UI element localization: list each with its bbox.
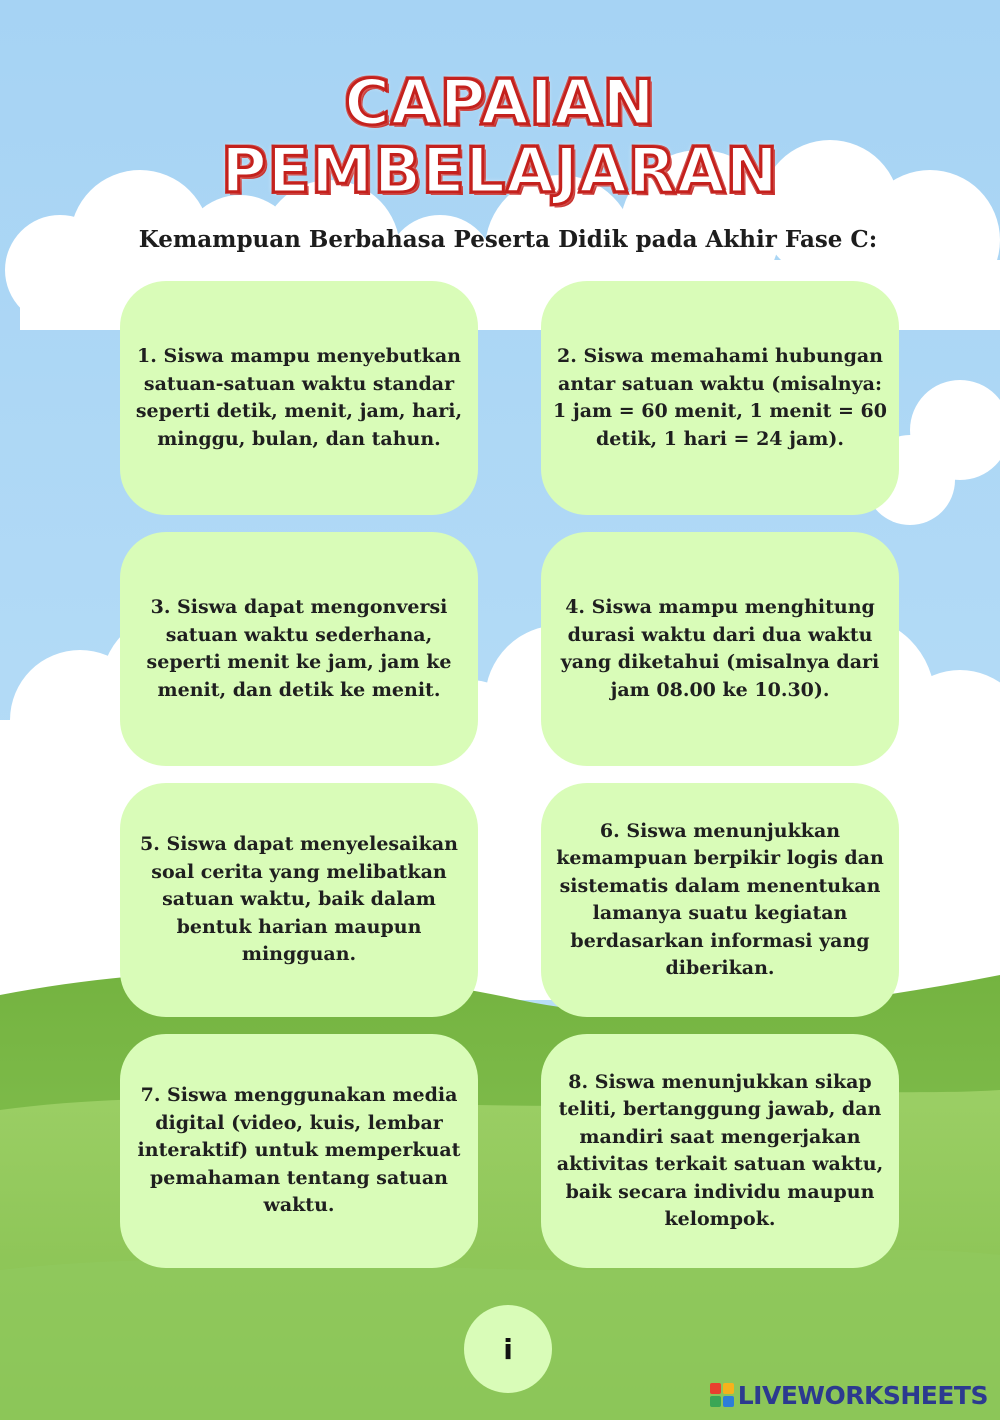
card-2: 2. Siswa memahami hubungan antar satuan waktu (misalnya: 1 jam = 60 menit, 1 menit = 60 detik, 1 hari = 24 jam). [541, 281, 899, 515]
brand-text: LIVEWORKSHEETS [737, 1380, 988, 1410]
card-5: 5. Siswa dapat menyelesaikan soal cerita yang melibatkan satuan waktu, baik dalam bentuk harian maupun mingguan. [120, 783, 478, 1017]
card-3: 3. Siswa dapat mengonversi satuan waktu sederhana, seperti menit ke jam, jam ke menit, dan detik ke menit. [120, 532, 478, 766]
card-4: 4. Siswa mampu menghitung durasi waktu dari dua waktu yang diketahui (misalnya dari jam 08.00 ke 10.30). [541, 532, 899, 766]
title-line-1: CAPAIAN [344, 66, 656, 139]
page-number: i [503, 1332, 513, 1366]
liveworksheets-logo-icon [710, 1383, 734, 1407]
card-1: 1. Siswa mampu menyebutkan satuan-satuan waktu standar seperti detik, menit, jam, hari, minggu, bulan, dan tahun. [120, 281, 478, 515]
liveworksheets-brand[interactable] [710, 1378, 988, 1412]
subtitle: Kemampuan Berbahasa Peserta Didik pada Akhir Fase C: [138, 226, 878, 253]
title-line-2: PEMBELAJARAN [221, 134, 779, 207]
card-7: 7. Siswa menggunakan media digital (video, kuis, lembar interaktif) untuk memperkuat pemahaman tentang satuan waktu. [120, 1034, 478, 1268]
card-6: 6. Siswa menunjukkan kemampuan berpikir logis dan sistematis dalam menentukan lamanya suatu kegiatan berdasarkan informasi yang diberikan. [541, 783, 899, 1017]
page-number-badge [464, 1305, 552, 1393]
card-8: 8. Siswa menunjukkan sikap teliti, bertanggung jawab, dan mandiri saat mengerjakan aktivitas terkait satuan waktu, baik secara individu maupun kelompok. [541, 1034, 899, 1268]
